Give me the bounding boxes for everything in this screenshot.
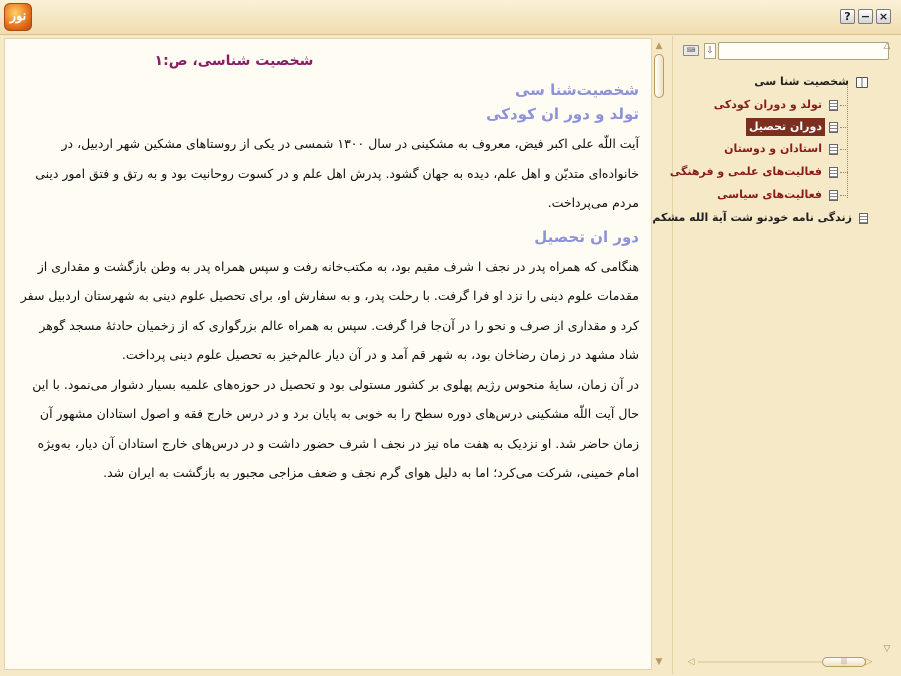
tree-connector [840, 195, 848, 196]
document-icon [829, 100, 838, 111]
paragraph: آیت اللّه علی اکبر فیض، معروف به مشکینی در سال ۱۳۰۰ شمسی در یکی از روستاهای مشکین شهر اردبیل، در خانواده‌ای متدیّن و اهل علم، دیده به جهان گشود. پدرش اهل علم و در کسوت روحانیت بود و به رتق و فتق امور دینی مردم می‌پرداخت. [35, 136, 639, 210]
tree-item-cultural[interactable] [667, 163, 838, 181]
scroll-down-icon[interactable]: ▼ [655, 657, 663, 667]
window-controls [840, 9, 891, 24]
pane-divider[interactable] [672, 36, 673, 674]
tree-connector [847, 82, 848, 198]
paragraph: هنگامی که همراه پدر در نجف ا شرف مقیم بود، به مکتب‌خانه رفت و سپس همراه پدر به وطن بازگشت و مقداری از مقدمات علوم دینی را نزد او فرا گرفت. با رحلت پدر، و به سفارش او، برای تحصیل علوم دینی به شهرستان اردبیل سفر کرد و مقداری از صرف و نحو را در آن‌جا فرا گرفت. سپس به همراه عالم بزرگواری که از زخمیان حادثهٔ مسجد گوهر شاد مشهد در زمان رضاخان بود، به شهر قم آمد و در آن دیار عالم‌خیز به تحصیل علوم دینی پرداخت. [20, 258, 639, 362]
document-icon [829, 167, 838, 178]
tree-item-political[interactable] [714, 186, 838, 204]
document-icon [829, 190, 838, 201]
tree-connector [840, 149, 848, 150]
reader-pane [4, 38, 652, 670]
section-title: دور ان تحصیل [534, 227, 639, 246]
book-icon [856, 77, 868, 88]
close-button[interactable]: × [876, 9, 891, 24]
tree-item-label: زندگی نامه خودنو شت آیة الله مشکم [652, 211, 852, 224]
tree-item-teachers[interactable] [721, 140, 838, 158]
tree-connector [840, 172, 848, 173]
scroll-thumb[interactable]: ||| [822, 657, 866, 667]
reader-content [19, 47, 639, 488]
tree-item-root[interactable] [751, 73, 868, 91]
tree-scrollbar[interactable] [880, 40, 894, 655]
help-button[interactable]: ? [840, 9, 855, 24]
tree-item-autobiography[interactable] [649, 209, 868, 227]
toc-tree [652, 70, 874, 650]
page-title: شخصیت شناسی، ص:۱ [154, 53, 314, 69]
tree-connector [840, 127, 848, 128]
tree-item-childhood[interactable] [711, 96, 838, 114]
document-icon [859, 213, 868, 224]
search-input[interactable] [718, 42, 889, 60]
scroll-thumb[interactable] [654, 54, 664, 98]
scroll-left-icon[interactable]: ◁ [687, 657, 695, 667]
tree-horizontal-scrollbar[interactable] [684, 655, 876, 669]
section-title: تولد و دور ان کودکی [486, 105, 639, 123]
app-logo-icon: نور [4, 3, 32, 31]
section-title: شخصیت‌شنا سی [515, 81, 639, 99]
paragraph: در آن زمان، سایهٔ منحوس رژیم پهلوی بر کشور مستولی بود و تحصیل در حوزه‌های علمیه بسیار دشوار می‌نمود. با این حال آیت اللّه مشکینی درس‌های دوره سطح را به خوبی به پایان برد و در درس خارج فقه و اصول استادان مشهور آن زمان حاضر شد. او نزدیک به هفت ماه نیز در نجف ا شرف حضور داشت و در درس‌های خارج استادان آن دیار، به‌ویژه امام خمینی، شرکت می‌کرد؛ اما به دلیل هوای گرم نجف و ضعف مزاجی مجبور به بازگشت به ایران شد. [32, 376, 639, 480]
document-icon [829, 122, 838, 133]
tree-item-label: دوران تحصیل [746, 118, 825, 136]
tree-item-label: فعالیت‌های سیاسی [717, 188, 822, 201]
tree-item-label: تولد و دوران کودکی [713, 98, 822, 111]
title-bar [0, 0, 901, 35]
keyboard-icon[interactable]: ⌨ [683, 45, 699, 56]
minimize-button[interactable]: − [858, 9, 873, 24]
tree-item-education[interactable] [746, 118, 838, 136]
document-icon [829, 144, 838, 155]
reader-scrollbar[interactable] [652, 40, 666, 668]
tree-item-label: استادان و دوستان [724, 142, 822, 155]
chevron-down-icon[interactable]: ⇩ [704, 43, 716, 59]
scroll-right-icon[interactable]: ▷ [865, 657, 873, 667]
search-bar [683, 42, 889, 60]
tree-item-label: فعالیت‌های علمی و فرهنگی [669, 165, 822, 178]
scroll-up-icon[interactable]: △ [883, 41, 891, 51]
scroll-down-icon[interactable]: ▽ [883, 644, 891, 654]
tree-item-label: شخصیت شنا سی [754, 75, 849, 88]
scroll-up-icon[interactable]: ▲ [655, 41, 663, 51]
tree-connector [840, 105, 848, 106]
